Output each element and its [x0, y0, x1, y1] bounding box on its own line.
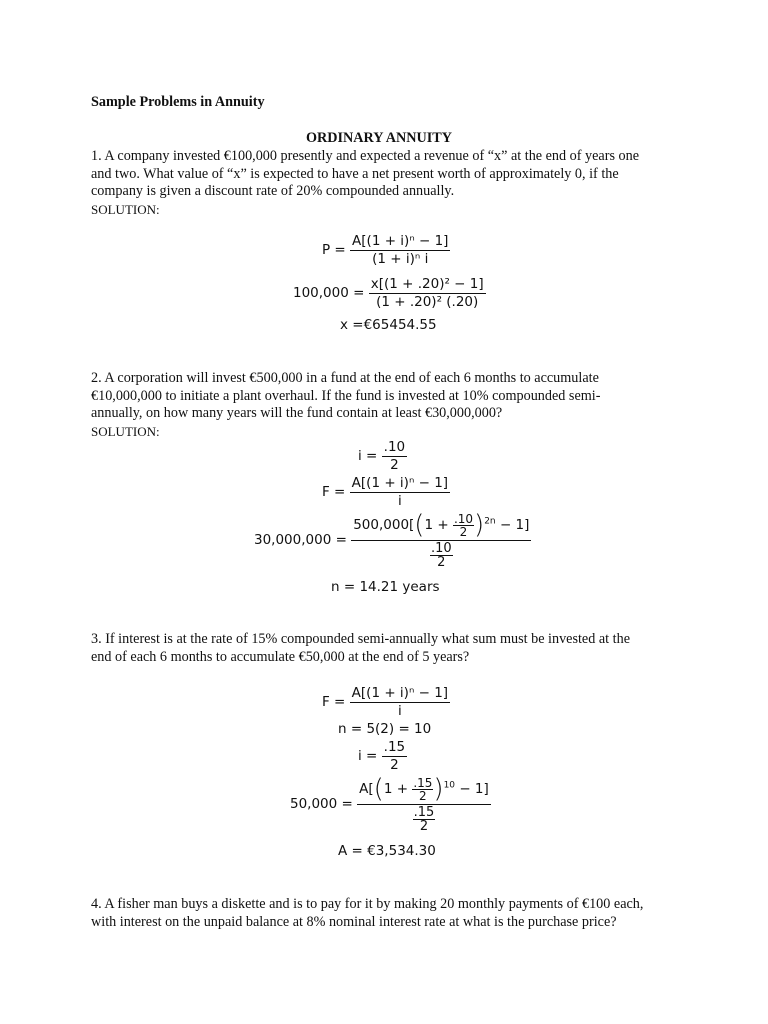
p3-v-fraction: [357, 776, 491, 833]
p2-result: n = 14.21 years: [331, 579, 440, 595]
problem-4-line-2: with interest on the unpaid balance at 8% nominal interest rate at what is the purchase price?: [91, 913, 617, 930]
p2-formula-value: [254, 512, 531, 569]
p2-v-inner-numerator: .10: [453, 511, 474, 526]
problem-1-text: [91, 148, 731, 218]
p1-formula-value: [293, 277, 486, 310]
p2-v-den-fraction: [430, 542, 453, 569]
p2-formula-f: [322, 476, 450, 509]
p3-f-fraction: [350, 686, 450, 719]
p3-v-inner-numerator: .15: [413, 775, 433, 790]
p3-v-close-paren: ): [433, 774, 444, 804]
p3-v-one-plus: 1 +: [383, 781, 409, 797]
problem-1-line-1: 1. A company invested €100,000 presently and expected a revenue of “x” at the end of years one: [91, 148, 639, 164]
problem-2-solution-label: SOLUTION:: [91, 423, 160, 439]
p2-f-fraction: [350, 476, 450, 509]
problem-1-solution-label: SOLUTION:: [91, 201, 160, 217]
p3-v-den-fraction: [413, 806, 436, 833]
p1-p-lhs: P =: [322, 242, 346, 258]
p3-formula-value: [290, 776, 491, 833]
p3-result: A = €3,534.30: [338, 843, 436, 859]
problem-2-line-1: 2. A corporation will invest €500,000 in a fund at the end of each 6 months to accumulate: [91, 370, 599, 386]
p2-v-den-denominator: 2: [430, 555, 453, 569]
p2-i-lhs: i =: [358, 448, 378, 464]
section-title: ORDINARY ANNUITY: [306, 130, 452, 146]
p1-p-denominator: (1 + i)ⁿ i: [350, 250, 450, 267]
p2-v-one-plus: 1 +: [424, 517, 449, 533]
p1-result: x =€65454.55: [340, 317, 437, 333]
p2-v-pre: 500,000[: [353, 517, 415, 533]
p3-v-pre: A[: [359, 781, 374, 797]
problem-2-text: [91, 370, 731, 440]
p3-v-inner-fraction: [412, 777, 433, 802]
p3-v-inner-denominator: 2: [412, 789, 433, 802]
p3-formula-f: [322, 686, 450, 719]
p3-v-lhs: 50,000 =: [290, 796, 353, 812]
problem-1-line-3: company is given a discount rate of 20% compounded annually.: [91, 183, 455, 199]
p2-i-numerator: .10: [383, 439, 406, 455]
p2-v-close-paren: ): [474, 510, 485, 540]
p3-v-open-paren: (: [373, 774, 384, 804]
p1-v-lhs: 100,000 =: [293, 285, 365, 301]
p2-f-denominator: i: [350, 492, 450, 509]
problem-3-line-1: 3. If interest is at the rate of 15% compounded semi-annually what sum must be invested at the: [91, 631, 630, 647]
p2-f-lhs: F =: [322, 484, 346, 500]
problem-4-line-1: 4. A fisher man buys a diskette and is to pay for it by making 20 monthly payments of €100 each,: [91, 896, 644, 912]
p3-i-numerator: .15: [383, 739, 406, 755]
p3-v-den-denominator: 2: [413, 819, 436, 833]
p1-formula-p: [322, 234, 450, 267]
p2-i-fraction: [382, 440, 407, 473]
p3-f-numerator: A[(1 + i)ⁿ − 1]: [351, 685, 449, 701]
p3-v-exponent: 10: [443, 780, 456, 791]
p1-p-numerator: A[(1 + i)ⁿ − 1]: [352, 233, 449, 249]
p2-v-post: − 1]: [499, 517, 530, 533]
p2-v-fraction: [351, 512, 531, 569]
p2-v-denominator: [351, 540, 531, 569]
p2-v-den-numerator: .10: [430, 541, 452, 556]
p1-v-numerator: x[(1 + .20)² − 1]: [370, 276, 484, 292]
p1-v-fraction: [369, 277, 486, 310]
problem-2-line-3: annually, on how many years will the fund contain at least €30,000,000?: [91, 405, 503, 421]
p3-f-denominator: i: [350, 702, 450, 719]
p1-p-fraction: [350, 234, 450, 267]
p3-n-line: n = 5(2) = 10: [338, 721, 432, 737]
p2-f-numerator: A[(1 + i)ⁿ − 1]: [351, 475, 449, 491]
document-heading: Sample Problems in Annuity: [91, 94, 265, 110]
p2-v-inner-fraction: [453, 513, 474, 538]
p3-v-denominator: [357, 804, 491, 833]
problem-2-line-2: €10,000,000 to initiate a plant overhaul. If the fund is invested at 10% compounded semi-: [91, 387, 601, 404]
p1-v-denominator: (1 + .20)² (.20): [369, 293, 486, 310]
problem-1-line-2: and two. What value of “x” is expected to have a net present worth of approximately 0, if the: [91, 165, 619, 182]
p3-i-fraction: [382, 740, 407, 773]
p3-i-lhs: i =: [358, 748, 378, 764]
p3-formula-i: [358, 740, 407, 773]
problem-3-text: [91, 631, 731, 666]
p2-v-exponent: 2n: [484, 516, 496, 527]
p3-v-numerator: [357, 776, 491, 804]
p3-v-post: − 1]: [459, 781, 489, 797]
problem-4-text: [91, 896, 731, 931]
problem-3-line-2: end of each 6 months to accumulate €50,000 at the end of 5 years?: [91, 648, 470, 665]
p2-v-numerator: [351, 512, 531, 540]
p2-formula-i: [358, 440, 407, 473]
p2-i-denominator: 2: [382, 456, 407, 473]
p3-i-denominator: 2: [382, 756, 407, 773]
p2-v-lhs: 30,000,000 =: [254, 532, 347, 548]
p2-v-open-paren: (: [414, 510, 425, 540]
p3-v-den-numerator: .15: [413, 805, 435, 820]
p3-f-lhs: F =: [322, 694, 346, 710]
p2-v-inner-denominator: 2: [453, 525, 474, 538]
